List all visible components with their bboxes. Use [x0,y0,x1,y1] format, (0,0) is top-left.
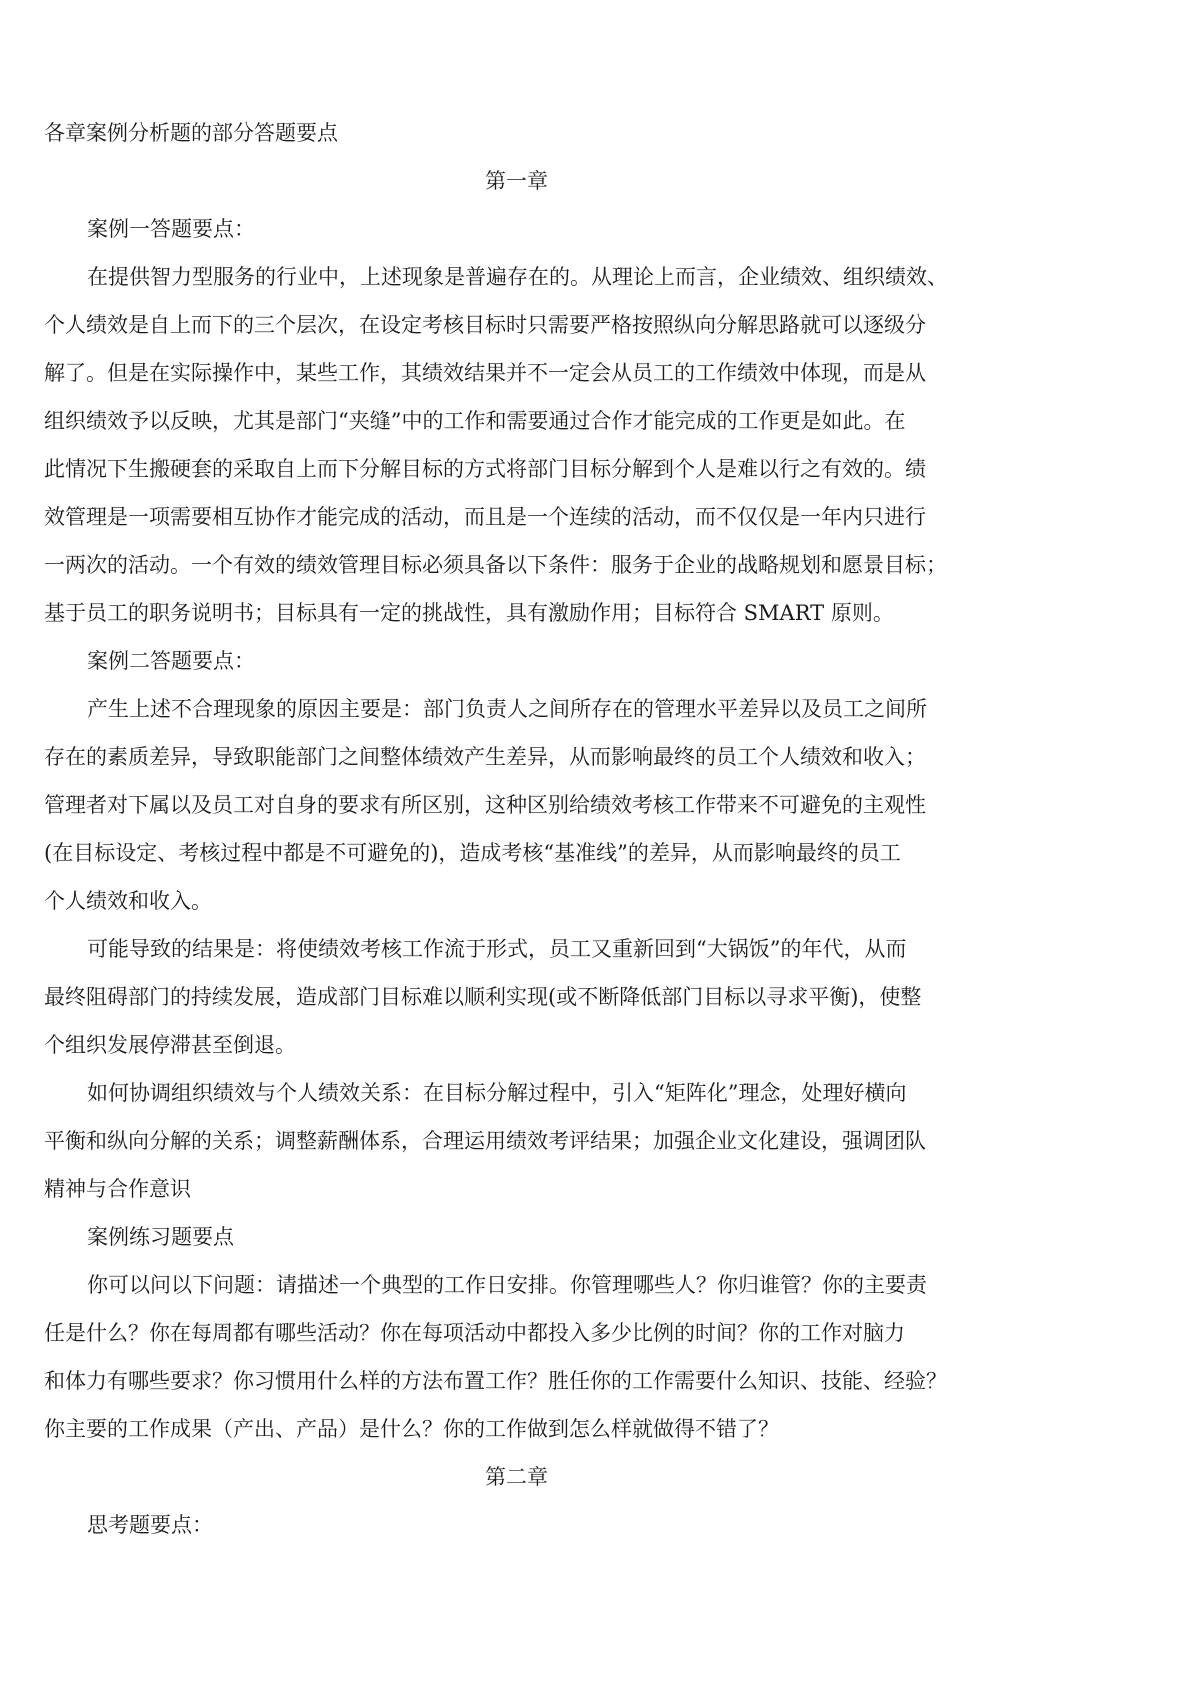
practice-label: 案例练习题要点 [87,1225,234,1249]
paragraph-line: 最终阻碍部门的持续发展，造成部门目标难以顺利实现(或不断降低部门目标以寻求平衡)，使整 [44,985,922,1009]
paragraph-line: 管理者对下属以及员工对自身的要求有所区别，这种区别给绩效考核工作带来不可避免的主观性 [44,793,926,817]
case-two-paragraph-coordination [44,1069,989,1213]
paragraph-line: 一两次的活动。一个有效的绩效管理目标必须具备以下条件：服务于企业的战略规划和愿景目标； [44,553,947,577]
paragraph-line: 效管理是一项需要相互协作才能完成的活动，而且是一个连续的活动，而不仅仅是一年内只进行 [44,505,926,529]
paragraph-line: 你可以问以下问题：请描述一个典型的工作日安排。你管理哪些人？你归谁管？你的主要责 [87,1273,927,1297]
thinking-label: 思考题要点： [87,1513,213,1537]
paragraph-line: 存在的素质差异，导致职能部门之间整体绩效产生差异，从而影响最终的员工个人绩效和收入； [44,745,926,769]
paragraph-line: 个组织发展停滞甚至倒退。 [44,1033,296,1057]
paragraph-line: 可能导致的结果是：将使绩效考核工作流于形式，员工又重新回到“大锅饭”的年代，从而 [87,937,907,961]
paragraph-line: (在目标设定、考核过程中都是不可避免的)，造成考核“基准线”的差异，从而影响最终的员工 [44,841,901,865]
paragraph-line: 产生上述不合理现象的原因主要是：部门负责人之间所存在的管理水平差异以及员工之间所 [87,697,927,721]
case-two-paragraph-causes [44,685,989,925]
case-two-label: 案例二答题要点： [87,649,255,673]
document-title: 各章案例分析题的部分答题要点 [44,121,338,145]
paragraph-line: 平衡和纵向分解的关系；调整薪酬体系，合理运用绩效考评结果；加强企业文化建设，强调团队 [44,1129,926,1153]
case-two-paragraph-results [44,925,989,1069]
paragraph-line: 如何协调组织绩效与个人绩效关系：在目标分解过程中，引入“矩阵化”理念，处理好横向 [87,1081,907,1105]
paragraph-line: 组织绩效予以反映，尤其是部门“夹缝”中的工作和需要通过合作才能完成的工作更是如此。在 [44,409,906,433]
paragraph-line: 在提供智力型服务的行业中，上述现象是普遍存在的。从理论上而言，企业绩效、组织绩效、 [87,265,948,289]
case-one-paragraph [44,253,989,637]
paragraph-line: 基于员工的职务说明书；目标具有一定的挑战性，具有激励作用；目标符合 SMART 原则。 [44,601,894,625]
chapter-two-heading: 第二章 [485,1465,548,1489]
paragraph-line: 和体力有哪些要求？你习惯用什么样的方法布置工作？胜任你的工作需要什么知识、技能、经验？ [44,1369,947,1393]
paragraph-line: 解了。但是在实际操作中，某些工作，其绩效结果并不一定会从员工的工作绩效中体现，而是从 [44,361,926,385]
paragraph-line: 个人绩效是自上而下的三个层次，在设定考核目标时只需要严格按照纵向分解思路就可以逐级分 [44,313,926,337]
case-one-label: 案例一答题要点： [87,217,255,241]
paragraph-line: 个人绩效和收入。 [44,889,212,913]
paragraph-line: 精神与合作意识 [44,1177,191,1201]
chapter-one-heading: 第一章 [485,169,548,193]
practice-paragraph [44,1261,989,1453]
document-content [44,109,989,1549]
paragraph-line: 任是什么？你在每周都有哪些活动？你在每项活动中都投入多少比例的时间？你的工作对脑力 [44,1321,905,1345]
paragraph-line: 此情况下生搬硬套的采取自上而下分解目标的方式将部门目标分解到个人是难以行之有效的。绩 [44,457,926,481]
paragraph-line: 你主要的工作成果（产出、产品）是什么？你的工作做到怎么样就做得不错了？ [44,1417,779,1441]
